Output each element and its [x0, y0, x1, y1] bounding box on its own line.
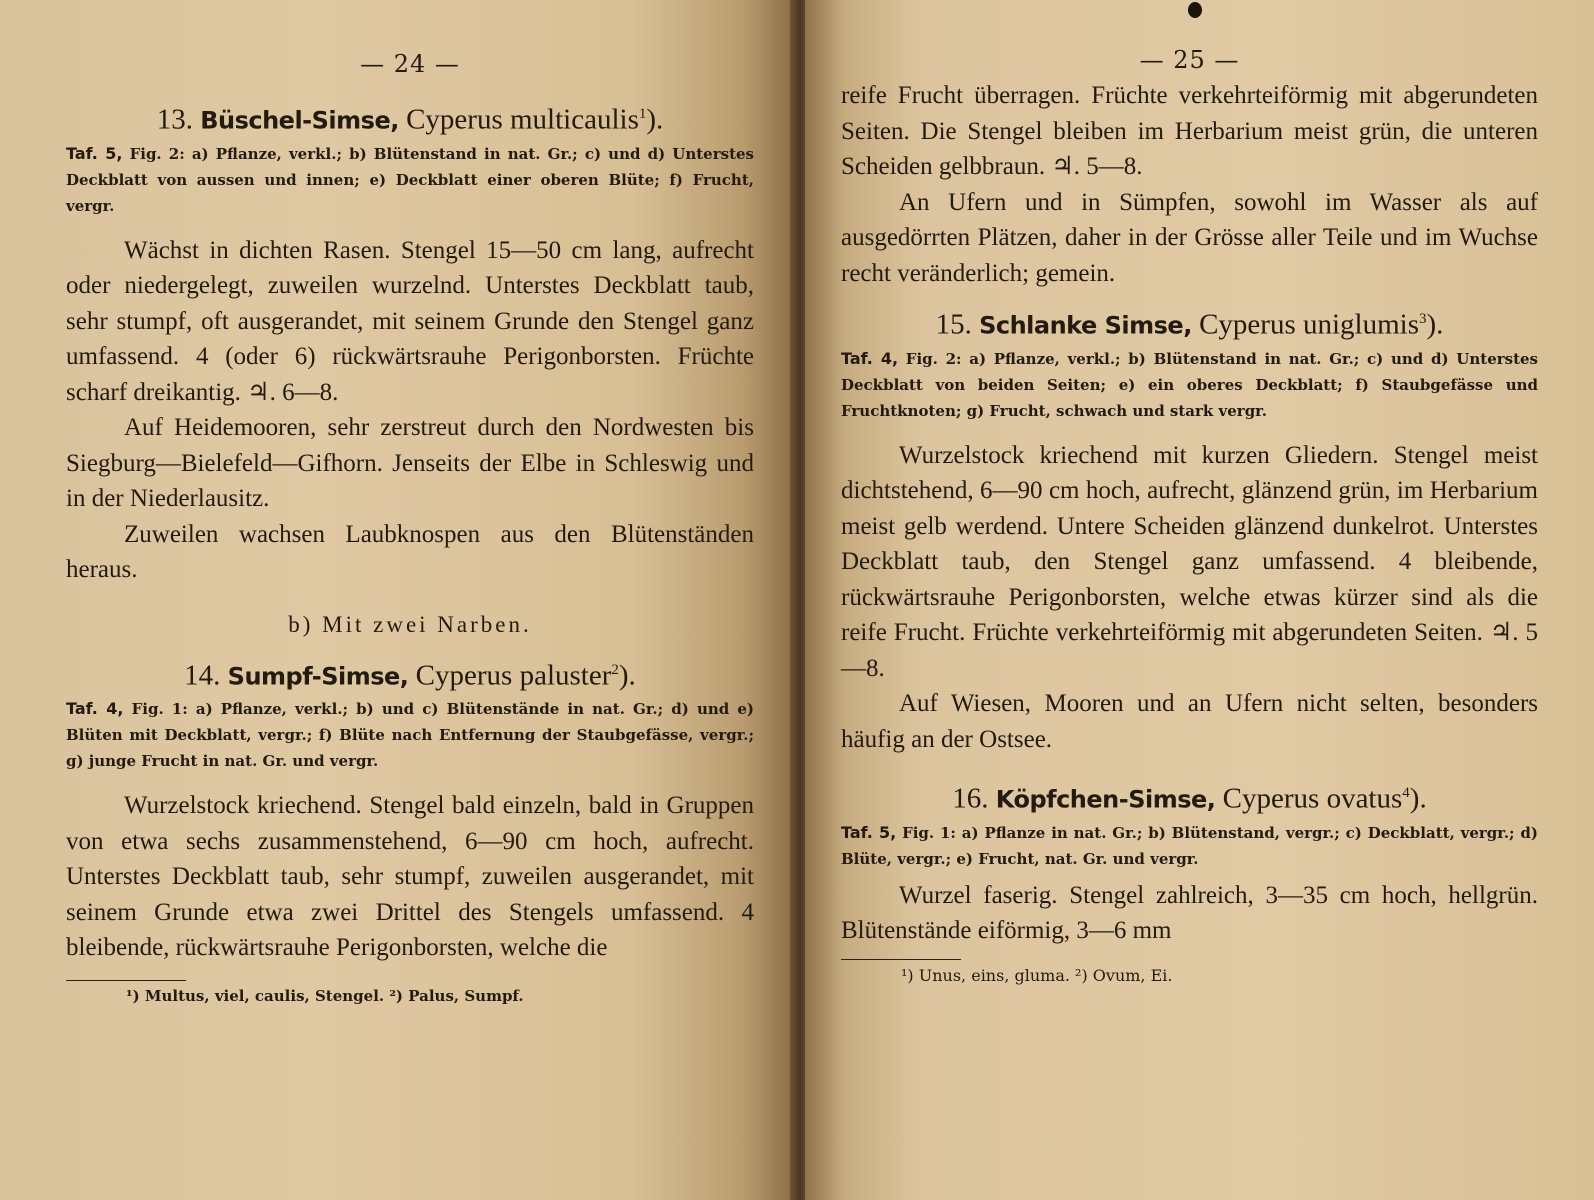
species-heading-16: 16. Köpfchen-Simse, Cyperus ovatus$^4$).: [952, 782, 1427, 815]
figure-caption-16: [841, 820, 1538, 872]
continuation-paragraph: reife Frucht überragen. Früchte verkehrteiförmig mit abgerundeten Seiten. Die Stengel bleiben im Herbarium meist grün, die unteren Scheiden gelbbraun. ♃. 5—8.: [841, 82, 1538, 180]
description-paragraph: Wurzelstock kriechend mit kurzen Gliedern. Stengel meist dichtstehend, 6—90 cm hoch, aufrecht, glänzend grün, im Herbarium meist gelb werdend. Untere Scheiden glänzend dunkelrot. Unterstes Deckblatt taub, den Stengel ganz umfassend. 4 bleibende, rückwärtsrauhe Perigonborsten, welche etwas kürzer sind als die reife Frucht. Früchte verkehrteiförmig mit abgerundeten Seiten. ♃. 5—8.: [841, 441, 1538, 682]
left-page-content: [66, 0, 754, 1005]
species-heading-14: 14. Sumpf-Simse, Cyperus paluster$^2$).: [184, 659, 636, 692]
species-german-name: Köpfchen-Simse,: [995, 785, 1216, 814]
species-number: 14.: [184, 659, 221, 692]
plate-reference: Taf. 4,: [841, 348, 899, 368]
description-paragraph: Wurzelstock kriechend. Stengel bald einzeln, bald in Gruppen von etwa sechs zusammenstehend, 6—90 cm hoch, aufrecht. Unterstes Deckblatt taub, sehr stumpf, zuweilen ausgerandet, mit seinem Grunde etwa zwei Drittel des Stengels umfassend. 4 bleibende, rückwärtsrauhe Perigonborsten, welche die: [66, 792, 754, 962]
right-page-content: [841, 0, 1538, 985]
footnotes: ¹) Multus, viel, caulis, Stengel. ²) Palus, Sumpf.: [126, 986, 524, 1005]
caption-text: Fig. 2: a) Pflanze, verkl.; b) Blütenstand in nat. Gr.; c) und d) Unterstes Deckblatt von beiden Seiten; e) ein oberes Deckblatt; f) Staubgefässe und Fruchtknoten; g) Frucht, schwach und stark vergr.: [841, 349, 1539, 420]
note-paragraph: Zuweilen wachsen Laubknospen aus den Blütenständen heraus.: [66, 520, 754, 584]
footnotes: ¹) Unus, eins, gluma. ²) Ovum, Ei.: [901, 965, 1173, 985]
subsection-heading: b) Mit zwei Narben.: [288, 611, 532, 637]
footnote-rule: [66, 980, 186, 981]
footnote-marker: 1: [638, 106, 647, 122]
species-german-name: Schlanke Simse,: [979, 311, 1192, 340]
species-latin-name: Cyperus paluster: [415, 659, 612, 692]
description-paragraph: Wurzel faserig. Stengel zahlreich, 3—35 cm hoch, hellgrün. Blütenstände eiförmig, 3—6 mm: [841, 881, 1538, 945]
page-number: — 24 —: [360, 50, 460, 78]
figure-caption-15: [841, 346, 1538, 424]
plate-reference: Taf. 4,: [66, 699, 124, 719]
species-heading-15: 15. Schlanke Simse, Cyperus uniglumis$^3$).: [935, 308, 1444, 341]
plate-reference: Taf. 5,: [841, 822, 897, 842]
figure-caption-13: [66, 141, 754, 219]
habitat-paragraph: Auf Heidemooren, sehr zerstreut durch den Nordwesten bis Siegburg—Bielefeld—Gifhorn. Jenseits der Elbe in Schleswig und in der Niederlausitz.: [66, 414, 754, 513]
habitat-paragraph: Auf Wiesen, Mooren und an Ufern nicht selten, besonders häufig an der Ostsee.: [841, 690, 1538, 753]
right-page: [805, 0, 1594, 1200]
caption-text: Fig. 2: a) Pflanze, verkl.; b) Blütenstand in nat. Gr.; c) und d) Unterstes Deckblatt von aussen und innen; e) Deckblatt einer oberen Blüte; f) Frucht, vergr.: [66, 144, 754, 215]
species-heading-13: 13. Büschel-Simse, Cyperus multicaulis$^1$).: [156, 103, 664, 136]
page-number: — 25 —: [1139, 46, 1240, 74]
species-german-name: Büschel-Simse,: [200, 106, 399, 135]
species-number: 13.: [156, 103, 193, 136]
species-number: 15.: [935, 308, 972, 341]
footnote-marker: 3: [1419, 311, 1427, 327]
caption-text: Fig. 1: a) Pflanze, verkl.; b) und c) Blütenstände in nat. Gr.; d) und e) Blüten mit Deckblatt, vergr.; f) Blüte nach Entfernung der Staubgefässe, vergr.; g) junge Frucht in nat. Gr. und vergr.: [66, 700, 754, 771]
description-paragraph: Wächst in dichten Rasen. Stengel 15—50 cm lang, aufrecht oder niedergelegt, zuweilen wurzelnd. Unterstes Deckblatt taub, sehr stumpf, oft ausgerandet, mit seinem Grunde den Stengel ganz umfassend. 4 (oder 6) rückwärtsrauhe Perigonborsten. Früchte scharf dreikantig. ♃. 6—8.: [66, 236, 754, 406]
species-latin-name: Cyperus uniglumis: [1199, 308, 1419, 341]
species-german-name: Sumpf-Simse,: [227, 662, 409, 691]
plate-reference: Taf. 5,: [66, 143, 123, 163]
species-latin-name: Cyperus multicaulis: [406, 103, 639, 136]
left-page: [0, 0, 790, 1200]
figure-caption-14: [66, 696, 754, 774]
footnote-rule: [841, 959, 961, 960]
species-number: 16.: [952, 782, 989, 815]
footnote-marker: 2: [611, 661, 619, 678]
habitat-paragraph: An Ufern und in Sümpfen, sowohl im Wasser als auf ausgedörrten Plätzen, daher in der Grösse aller Teile und im Wuchse recht veränderlich; gemein.: [841, 188, 1538, 287]
footnote-marker: 4: [1402, 785, 1410, 802]
species-latin-name: Cyperus ovatus: [1222, 782, 1403, 815]
caption-text: Fig. 1: a) Pflanze in nat. Gr.; b) Blütenstand, vergr.; c) Deckblatt, vergr.; d) Blüte, vergr.; e) Frucht, nat. Gr. und vergr.: [841, 823, 1539, 868]
